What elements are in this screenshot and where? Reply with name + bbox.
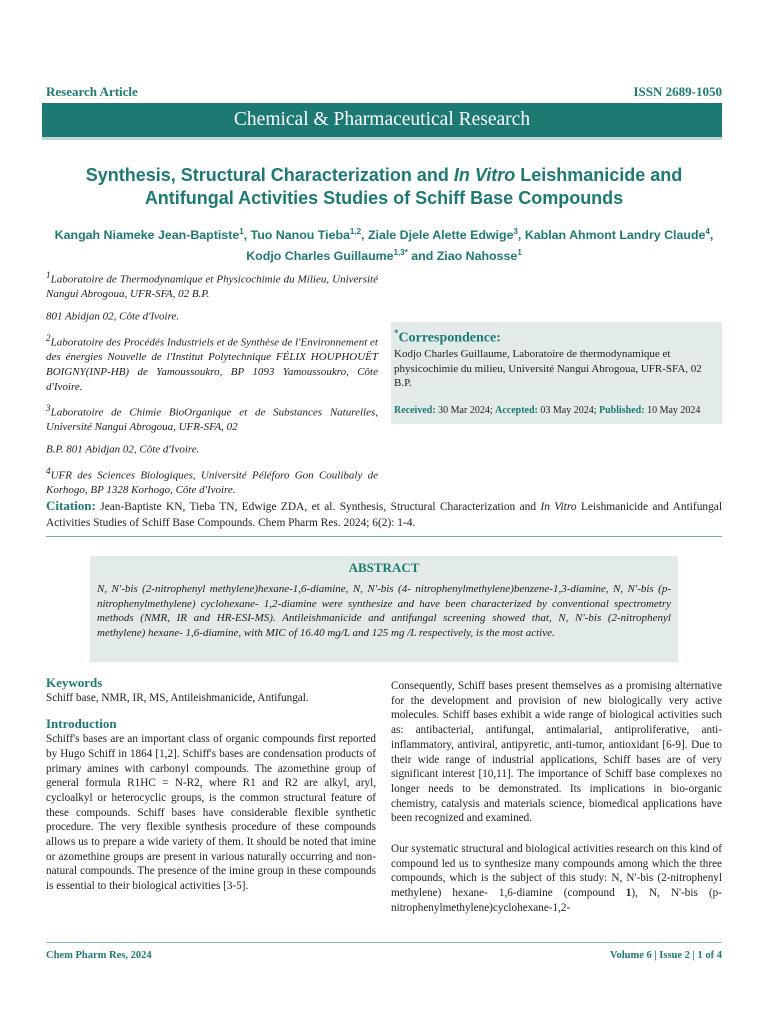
affiliation-mark: 4 <box>46 466 51 477</box>
affiliation <box>46 331 378 394</box>
citation-italic: In Vitro <box>540 501 577 513</box>
published-label: Published: <box>598 405 645 416</box>
publication-dates <box>394 405 719 416</box>
author-affiliation-mark: 4 <box>705 227 710 236</box>
accepted-label: Accepted: <box>495 405 538 416</box>
citation-divider <box>46 536 722 537</box>
author-affiliation-mark: 1,2 <box>349 227 362 236</box>
correspondence-body: Kodjo Charles Guillaume, Laboratoire de thermodynamique et physicochimie du milieu, Université Nangui Abrogoua, UFR-SFA, 02 B.P. <box>394 348 702 390</box>
author-name: Tuo Nanou Tieba <box>250 228 350 243</box>
author-name: Kangah Niameke Jean-Baptiste <box>54 228 240 243</box>
title-part-2: Leishmanicide and Antifungal Activities Studies of Schiff Base Compounds <box>144 165 683 208</box>
affiliation-mark: 1 <box>46 270 51 280</box>
author-separator: , <box>243 228 251 243</box>
footer-journal-year: Chem Pharm Res, 2024 <box>46 950 152 961</box>
author-affiliation-mark: 3 <box>513 227 518 236</box>
right-paragraph-2-b: ), N, N'-bis (p- nitrophenylmethylene)cyclohexane-1,2- <box>391 887 722 914</box>
abstract-box <box>90 556 678 662</box>
article-type: Research Article <box>46 84 138 99</box>
affiliation <box>46 464 378 498</box>
received-date: 30 Mar 2024; <box>435 405 496 416</box>
author-separator: , <box>709 228 714 243</box>
affiliation-text: B.P. 801 Abidjan 02, Côte d'Ivoire. <box>46 443 200 456</box>
affiliation-text: UFR des Sciences Biologiques, Université Péléforo Gon Coulibaly de Korhogo, BP 1328 Korhogo, Côte d'Ivoire. <box>46 469 378 497</box>
affiliation-text: Laboratoire de Chimie BioOrganique et de Substances Naturelles, Université Nangui Abrogoua, UFR-SFA, 02 <box>46 406 378 434</box>
right-paragraph-2-a: Our systematic structural and biological activities research on this kind of compound led us to synthesize many compounds among which the three compounds, which is the subject of this study: N, N'-bis (2-nitrophenyl methylene) hexane- 1,6-diamine (compound <box>391 843 722 900</box>
affiliation-text: Laboratoire des Procédés Industriels et de Synthèse de l'Environnement et des énergies Nouvelle de l'Institut Polytechnique FÉLIX HOUPHOUËT BOIGNY(INP-HB) de Yamoussoukro, BP 1093 Yamoussoukro, Côte d'Ivoire. <box>46 336 378 393</box>
right-paragraph-1: Consequently, Schiff bases present themselves as a promising alternative for the development and provision of new biologically very active molecules. Schiff bases exhibit a wide range of biological activities such as: antibacterial, antifungal, antimalarial, antiproliferative, anti-inflammatory, antiviral, antipyretic, anti-tumor, antioxidant [6-9]. Due to their wide range of industrial applications, Schiff bases are of very significant interest [10,11]. The importance of Schiff base complexes no longer needs to be demonstrated. Its implications in bio-organic chemistry, catalysis and materials science, biomedical applications have been recognized and examined. <box>391 680 722 825</box>
footer-volume-info: Volume 6 | Issue 2 | 1 of 4 <box>609 950 722 961</box>
abstract-heading: ABSTRACT <box>348 560 420 575</box>
affiliation <box>46 438 378 457</box>
affiliation-text: Laboratoire de Thermodynamique et Physicochimie du Milieu, Université Nangui Abrogoua, UFR-SFA, 02 B.P. <box>46 273 378 301</box>
citation-label: Citation: <box>46 498 96 513</box>
author-separator: , <box>517 228 525 243</box>
abstract-body: N, N'-bis (2-nitrophenyl methylene)hexane-1,6-diamine, N, N'-bis (4- nitrophenylmethylene)benzene-1,3-diamine, N, N'-bis (p-nitrophenylmethylene) cyclohexane- 1,2-diamine were synthesize and have been characterized by conventional spectrometry methods (NMR, IR and HR-ESI-MS). Antileishmanicide and antifungal screening showed that, N, N'-bis (2-nitrophenyl methylene) hexane- 1,6-diamine, with MIC of 16.40 mg/L and 125 mg /L respectively, is the most active. <box>97 583 671 639</box>
journal-banner: Chemical & Pharmaceutical Research <box>42 103 722 137</box>
introduction-heading: Introduction <box>46 716 117 732</box>
right-column <box>391 679 722 916</box>
issn: ISSN 2689-1050 <box>633 84 722 99</box>
accepted-date: 03 May 2024; <box>537 405 599 416</box>
author-affiliation-mark: 1 <box>517 248 522 258</box>
author-affiliation-mark: 1,3* <box>393 248 408 258</box>
correspondence-heading <box>394 328 501 347</box>
affiliation-mark: 2 <box>46 333 51 344</box>
author-affiliation-mark: 1 <box>239 227 244 236</box>
author-name: Kablan Ahmont Landry Claude <box>524 228 706 243</box>
footer-divider <box>46 942 722 943</box>
top-header <box>46 84 722 102</box>
correspondence-marker: * <box>394 328 399 338</box>
author-separator: , <box>361 228 368 243</box>
affiliation <box>46 401 378 435</box>
correspondence-heading-text: Correspondence: <box>398 330 501 346</box>
citation <box>46 498 722 531</box>
title-italic: In Vitro <box>453 165 516 185</box>
compound-number: 1 <box>625 887 632 900</box>
affiliation <box>46 268 378 302</box>
published-date: 10 May 2024 <box>644 405 701 416</box>
affiliations <box>46 268 378 505</box>
left-column <box>46 676 376 894</box>
introduction-body: Schiff's bases are an important class of organic compounds first reported by Hugo Schiff in 1864 [1,2]. Schiff's bases are condensation products of primary amines with carbonyl compounds. The azomethine group of general formula R1HC = N-R2, where R1 and R2 are alkyl, aryl, cycloalkyl or heterocyclic groups, is the common structural feature of these compounds. Schiff bases have considerable flexible synthetic procedure. The very flexible synthesis procedure of these compounds allows us to prepare a wide variety of them. It should be noted that imine or azomethine groups are present in various naturally occurring and non- natural compounds. The presence of the imine group in these compounds is essential to their biological activities [3-5]. <box>46 733 376 893</box>
affiliation-text: 801 Abidjan 02, Côte d'Ivoire. <box>46 310 180 323</box>
author-separator: and <box>407 249 437 264</box>
correspondence-box <box>391 322 722 424</box>
received-label: Received: <box>394 405 436 416</box>
keywords-text: Schiff base, NMR, IR, MS, Antileishmanicide, Antifungal. <box>46 691 309 704</box>
paper-title <box>50 164 718 210</box>
keywords-heading: Keywords <box>46 675 103 690</box>
right-paragraph-2 <box>391 842 722 916</box>
author-name: Ziale Djele Alette Edwige <box>367 228 514 243</box>
affiliation <box>46 305 378 324</box>
title-part-1: Synthesis, Structural Characterization and <box>85 165 454 185</box>
author-name: Kodjo Charles Guillaume <box>246 249 394 264</box>
author-list <box>50 223 718 265</box>
citation-text-1: Jean-Baptiste KN, Tieba TN, Edwige ZDA, et al. Synthesis, Structural Characterization and <box>95 501 541 513</box>
citation-text-2: Leishmanicide and Antifungal Activities Studies of Schiff Base Compounds. Chem Pharm Res. 2024; 6(2): 1-4. <box>46 501 723 529</box>
author-name: Ziao Nahosse <box>436 249 518 264</box>
affiliation-mark: 3 <box>46 403 51 414</box>
